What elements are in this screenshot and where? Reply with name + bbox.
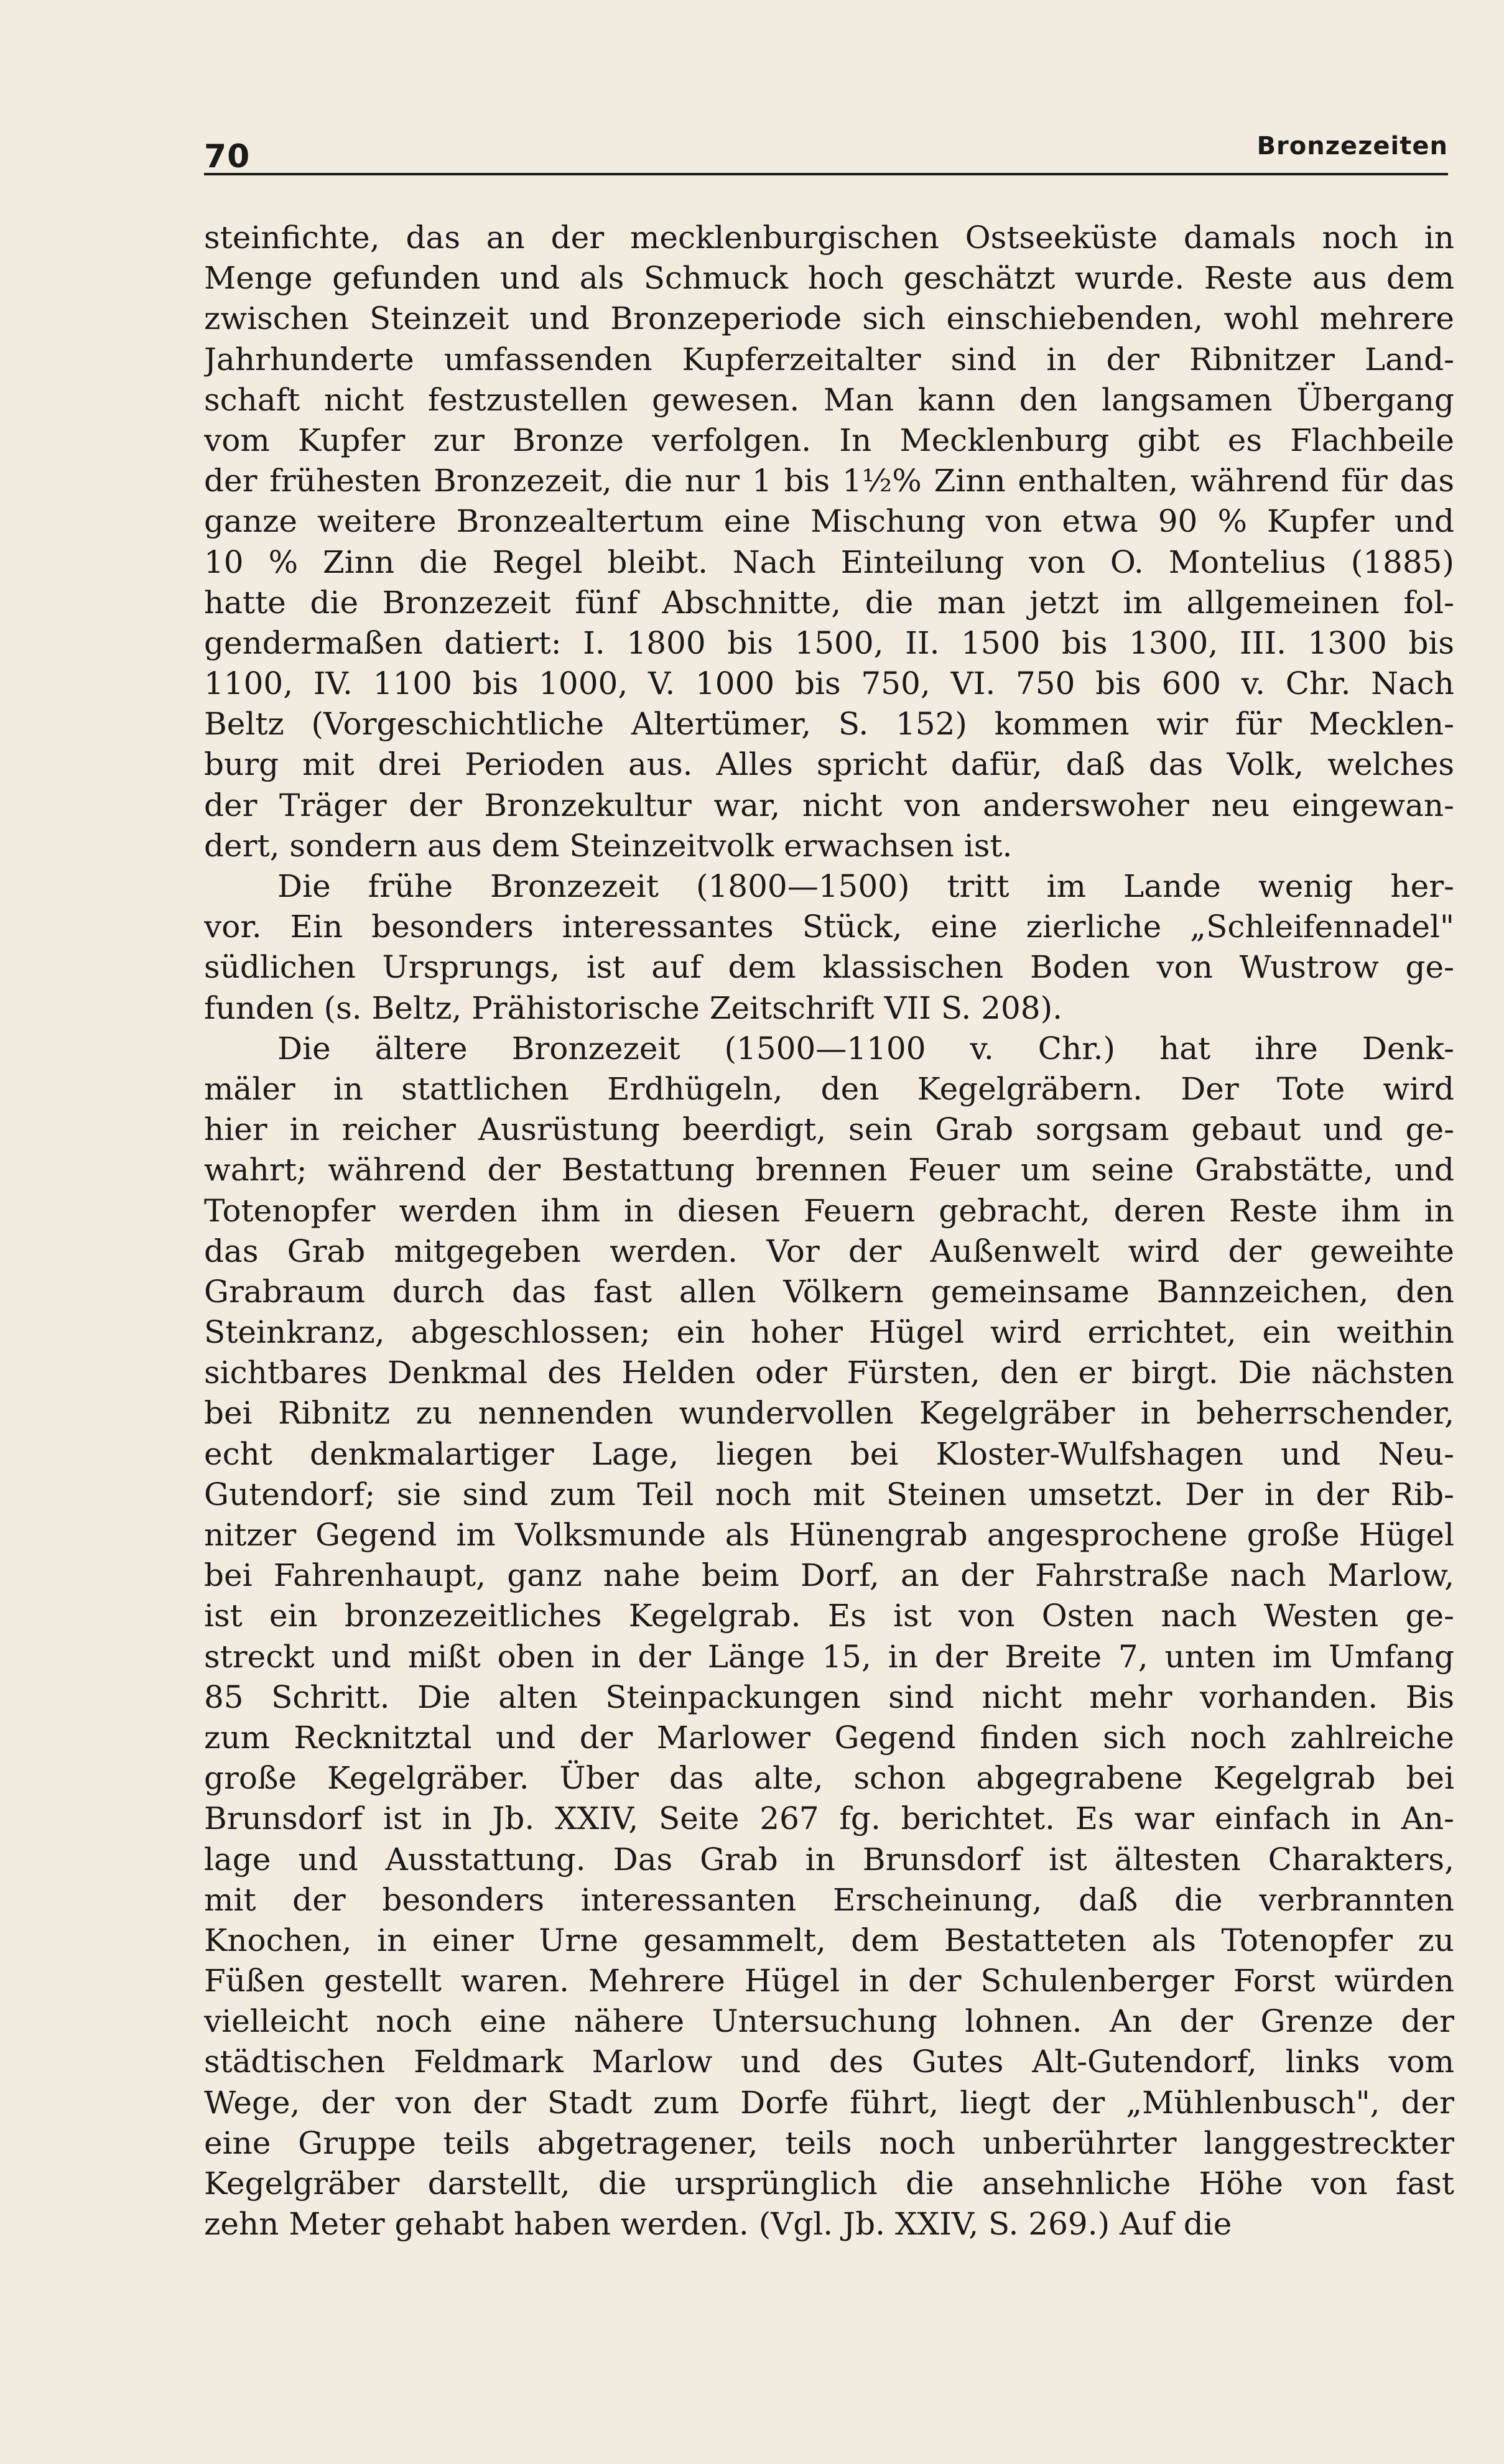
text-line: städtischen Feldmark Marlow und des Gutes Alt-Gutendorf, links vom bbox=[204, 2044, 1454, 2080]
text-line: Wege, der von der Stadt zum Dorfe führt, liegt der „Mühlenbusch", der bbox=[204, 2084, 1454, 2121]
body-text bbox=[204, 218, 1454, 2244]
text-line: zum Recknitztal und der Marlower Gegend finden sich noch zahlreiche bbox=[204, 1719, 1454, 1756]
page-number: 70 bbox=[204, 138, 251, 175]
text-line: nitzer Gegend im Volksmunde als Hünengrab angesprochene große Hügel bbox=[204, 1517, 1454, 1553]
text-line: 85 Schritt. Die alten Steinpackungen sind nicht mehr vorhanden. Bis bbox=[204, 1679, 1454, 1715]
text-line: ist ein bronzezeitliches Kegelgrab. Es ist von Osten nach Westen ge- bbox=[204, 1598, 1454, 1634]
text-line: bei Fahrenhaupt, ganz nahe beim Dorf, an der Fahrstraße nach Marlow, bbox=[204, 1557, 1454, 1594]
text-line: südlichen Ursprungs, ist auf dem klassischen Boden von Wustrow ge- bbox=[204, 949, 1454, 986]
text-line: vor. Ein besonders interessantes Stück, eine zierliche „Schleifennadel" bbox=[204, 909, 1454, 945]
text-line: Grabraum durch das fast allen Völkern gemeinsame Bannzeichen, den bbox=[204, 1273, 1454, 1310]
text-line: vielleicht noch eine nähere Untersuchung lohnen. An der Grenze der bbox=[204, 2003, 1454, 2040]
text-line: wahrt; während der Bestattung brennen Feuer um seine Grabstätte, und bbox=[204, 1152, 1454, 1188]
text-line: vom Kupfer zur Bronze verfolgen. In Mecklenburg gibt es Flachbeile bbox=[204, 422, 1454, 458]
header-rule bbox=[204, 173, 1448, 175]
text-line: echt denkmalartiger Lage, liegen bei Kloster-Wulfshagen und Neu- bbox=[204, 1435, 1454, 1472]
text-line: bei Ribnitz zu nennenden wundervollen Kegelgräber in beherrschender, bbox=[204, 1395, 1454, 1432]
text-line: Füßen gestellt waren. Mehrere Hügel in der Schulenberger Forst würden bbox=[204, 1963, 1454, 1999]
text-line: das Grab mitgegeben werden. Vor der Außenwelt wird der geweihte bbox=[204, 1233, 1454, 1269]
text-line: Kegelgräber darstellt, die ursprünglich die ansehnliche Höhe von fast bbox=[204, 2165, 1454, 2202]
page-header bbox=[204, 124, 1448, 180]
text-line: große Kegelgräber. Über das alte, schon abgegrabene Kegelgrab bei bbox=[204, 1760, 1454, 1797]
text-line: 1100, IV. 1100 bis 1000, V. 1000 bis 750, VI. 750 bis 600 v. Chr. Nach bbox=[204, 665, 1454, 702]
text-line: schaft nicht festzustellen gewesen. Man kann den langsamen Übergang bbox=[204, 381, 1454, 418]
text-line: zehn Meter gehabt haben werden. (Vgl. Jb. XXIV, S. 269.) Auf die bbox=[204, 2206, 1232, 2243]
text-line: hatte die Bronzezeit fünf Abschnitte, die man jetzt im allgemeinen fol- bbox=[204, 584, 1454, 621]
text-line: Beltz (Vorgeschichtliche Altertümer, S. 152) kommen wir für Mecklen- bbox=[204, 706, 1454, 743]
text-line: Brunsdorf ist in Jb. XXIV, Seite 267 fg. berichtet. Es war einfach in An- bbox=[204, 1800, 1454, 1837]
text-line: hier in reicher Ausrüstung beerdigt, sein Grab sorgsam gebaut und ge- bbox=[204, 1111, 1454, 1148]
text-line: Die frühe Bronzezeit (1800—1500) tritt im Lande wenig her- bbox=[277, 868, 1454, 904]
paragraph-early-bronze-age bbox=[204, 866, 1454, 1029]
paragraph-bronze-age-intro bbox=[204, 218, 1454, 866]
text-line: Totenopfer werden ihm in diesen Feuern gebracht, deren Reste ihm in bbox=[204, 1192, 1454, 1229]
text-line: ganze weitere Bronzealtertum eine Mischung von etwa 90 % Kupfer und bbox=[204, 503, 1454, 540]
text-line: streckt und mißt oben in der Länge 15, in der Breite 7, unten im Umfang bbox=[204, 1638, 1454, 1675]
text-line: steinfichte, das an der mecklenburgischen Ostseeküste damals noch in bbox=[204, 220, 1454, 256]
text-line: Die ältere Bronzezeit (1500—1100 v. Chr.) hat ihre Denk- bbox=[277, 1030, 1454, 1067]
text-line: Steinkranz, abgeschlossen; ein hoher Hügel wird errichtet, ein weithin bbox=[204, 1314, 1454, 1351]
text-line: burg mit drei Perioden aus. Alles spricht dafür, daß das Volk, welches bbox=[204, 746, 1454, 783]
text-line: lage und Ausstattung. Das Grab in Brunsdorf ist ältesten Charakters, bbox=[204, 1841, 1454, 1878]
text-line: 10 % Zinn die Regel bleibt. Nach Einteilung von O. Montelius (1885) bbox=[204, 544, 1454, 580]
text-line: gendermaßen datiert: I. 1800 bis 1500, II. 1500 bis 1300, III. 1300 bis bbox=[204, 624, 1454, 661]
text-line: funden (s. Beltz, Prähistorische Zeitschrift VII S. 208). bbox=[204, 989, 1063, 1026]
text-line: Jahrhunderte umfassenden Kupferzeitalter sind in der Ribnitzer Land- bbox=[204, 341, 1454, 377]
text-line: Knochen, in einer Urne gesammelt, dem Bestatteten als Totenopfer zu bbox=[204, 1922, 1454, 1958]
text-line: zwischen Steinzeit und Bronzeperiode sich einschiebenden, wohl mehrere bbox=[204, 300, 1454, 337]
text-line: eine Gruppe teils abgetragener, teils noch unberührter langgestreckter bbox=[204, 2124, 1454, 2161]
text-line: der frühesten Bronzezeit, die nur 1 bis 1½% Zinn enthalten, während für das bbox=[204, 463, 1454, 499]
text-line: dert, sondern aus dem Steinzeitvolk erwachsen ist. bbox=[204, 827, 1013, 864]
paragraph-older-bronze-age bbox=[204, 1029, 1454, 2245]
running-title: Bronzezeiten bbox=[1256, 132, 1448, 160]
text-line: mäler in stattlichen Erdhügeln, den Kegelgräbern. Der Tote wird bbox=[204, 1070, 1454, 1107]
text-line: mit der besonders interessanten Erscheinung, daß die verbrannten bbox=[204, 1881, 1454, 1918]
text-line: sichtbares Denkmal des Helden oder Fürsten, den er birgt. Die nächsten bbox=[204, 1355, 1454, 1391]
text-line: Gutendorf; sie sind zum Teil noch mit Steinen umsetzt. Der in der Rib- bbox=[204, 1476, 1454, 1512]
text-line: der Träger der Bronzekultur war, nicht von anderswoher neu eingewan- bbox=[204, 787, 1454, 823]
text-line: Menge gefunden und als Schmuck hoch geschätzt wurde. Reste aus dem bbox=[204, 260, 1454, 297]
